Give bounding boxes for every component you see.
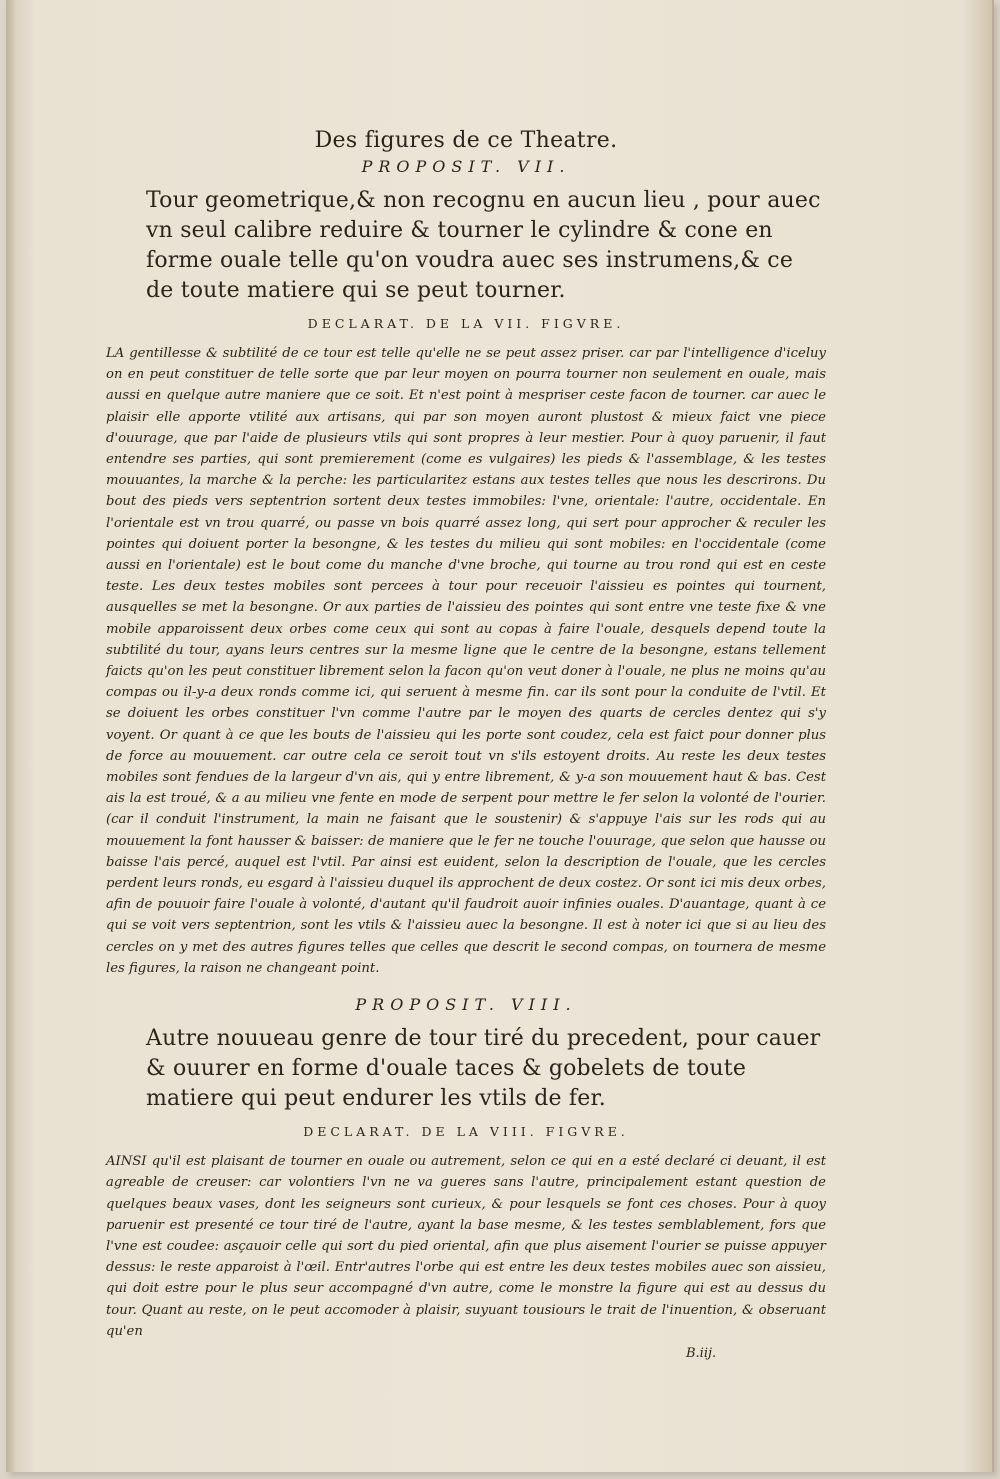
page-content: [106, 128, 826, 1361]
declaration-7-body: LA gentillesse & subtilité de ce tour est telle qu'elle ne se peut assez priser. car par l'intelligence d'iceluy on en peut constituer de telle sorte que par leur moyen on pourra tourner non seulement en ouale, mais aussi en quelque autre maniere que ce soit. Et n'est point à mespriser ceste facon de tourner. car auec le plaisir elle apporte vtilité aux artisans, qui par son moyen auront plustost & mieux faict vne piece d'ouurage, que par l'aide de plusieurs vtils qui sont propres à leur mestier. Pour à quoy paruenir, il faut entendre ses parties, qui sont premierement (come es vulgaires) les pieds & l'assemblage, & les testes mouuantes, la marche & la perche: les particularitez estans aux testes telles que nous les descrirons. Du bout des pieds vers septentrion sortent deux testes immobiles: l'vne, orientale: l'autre, occidentale. En l'orientale est vn trou quarré, ou passe vn bois quarré assez long, qui sert pour approcher & reculer les pointes qui doiuent porter la besongne, & les testes du milieu qui sont mobiles: en l'occidentale (come aussi en l'orientale) est le bout come du manche d'vne broche, qui tourne au trou rond qui est en ceste teste. Les deux testes mobiles sont percees à tour pour receuoir l'aissieu es pointes qui tournent, ausquelles se met la besongne. Or aux parties de l'aissieu des pointes qui sont entre vne teste fixe & vne mobile apparoissent deux orbes come ceux qui sont au copas à faire l'ouale, desquels depend toute la subtilité du tour, ayans leurs centres sur la mesme ligne que le centre de la besongne, estans tellement faicts qu'on les peut constituer librement selon la facon qu'on veut doner à l'ouale, ne plus ne moins qu'au compas ou il-y-a deux ronds comme ici, qui seruent à mesme fin. car ils sont pour la conduite de l'vtil. Et se doiuent les orbes constituer l'vn comme l'autre par le moyen des quarts de cercles dentez qui s'y voyent. Or quant à ce que les bouts de l'aissieu qui les porte sont coudez, cela est faict pour donner plus de force au mouuement. car outre cela ce seroit tout vn s'ils estoyent droits. Au reste les deux testes mobiles sont fendues de la largeur d'vn ais, qui y entre librement, & y-a son mouuement haut & bas. Cest ais la est troué, & a au milieu vne fente en mode de serpent pour mettre le fer selon la volonté de l'ourier. (car il conduit l'instrument, la main ne faisant que le soustenir) & s'appuye l'ais sur les rods qui au mouuement la font hausser & baisser: de maniere que le fer ne touche l'ouurage, que selon que hausse ou baisse l'ais percé, auquel est l'vtil. Par ainsi est euident, selon la description de l'ouale, que les cercles perdent leurs ronds, eu esgard à l'aissieu duquel ils approchent de deux costez. Or sont ici mis deux orbes, afin de pouuoir faire l'ouale à volonté, d'autant qu'il faudroit auoir infinies ouales. D'auantage, quant à ce qui se voit vers septentrion, sont les vtils & l'aissieu auec la besongne. Il est à noter ici que si au lieu des cercles on y met des autres figures telles que celles que descrit le second compas, on tournera de mesme les figures, la raison ne changeant point.: [106, 346, 826, 976]
declaration-7-heading: DECLARAT. DE LA VII. FIGVRE.: [307, 316, 625, 331]
proposition-8-label: PROPOSIT. VIII.: [355, 995, 577, 1015]
proposition-7-title: Tour geometrique,& non recognu en aucun lieu , pour auec vn seul calibre reduire & tourner le cylindre & cone en forme ouale telle qu'on voudra auec ses instrumens,& ce de toute matiere qui se peut tourner.: [146, 188, 821, 303]
declaration-8-body: AINSI qu'il est plaisant de tourner en ouale ou autrement, selon ce qui en a esté declaré ci deuant, il est agreable de creuser: car volontiers l'vn ne va gueres sans l'autre, principalement estant question de quelques beaux vases, dont les seigneurs sont curieux, & pour lesquels se font ces choses. Pour à quoy paruenir est presenté ce tour tiré de l'autre, ayant la base mesme, & les testes semblablement, fors que l'vne est coudee: asçauoir celle qui sort du pied oriental, afin que plus aisement l'ourier se puisse appuyer dessus: le reste apparoist à l'œil. Entr'autres l'orbe qui est entre les deux testes mobiles auec son aissieu, qui doit estre pour le plus seur accompagné d'vn autre, come le monstre la figure qui est au dessus du tour. Quant au reste, on le peut accomoder à plaisir, suyuant tousiours le trait de l'inuention, & obseruant qu'en: [106, 1154, 826, 1339]
book-page: [6, 0, 994, 1472]
signature-mark: B.iij.: [686, 1345, 717, 1361]
page-spine-shadow: [6, 0, 16, 1472]
declaration-8-heading: DECLARAT. DE LA VIII. FIGVRE.: [303, 1124, 629, 1140]
proposition-8-title: Autre nouueau genre de tour tiré du precedent, pour cauer & ouurer en forme d'ouale taces & gobelets de toute matiere qui peut endurer les vtils de fer.: [146, 1026, 821, 1112]
proposition-7-label: PROPOSIT. VII.: [361, 157, 571, 176]
page-title: Des figures de ce Theatre.: [314, 128, 618, 153]
